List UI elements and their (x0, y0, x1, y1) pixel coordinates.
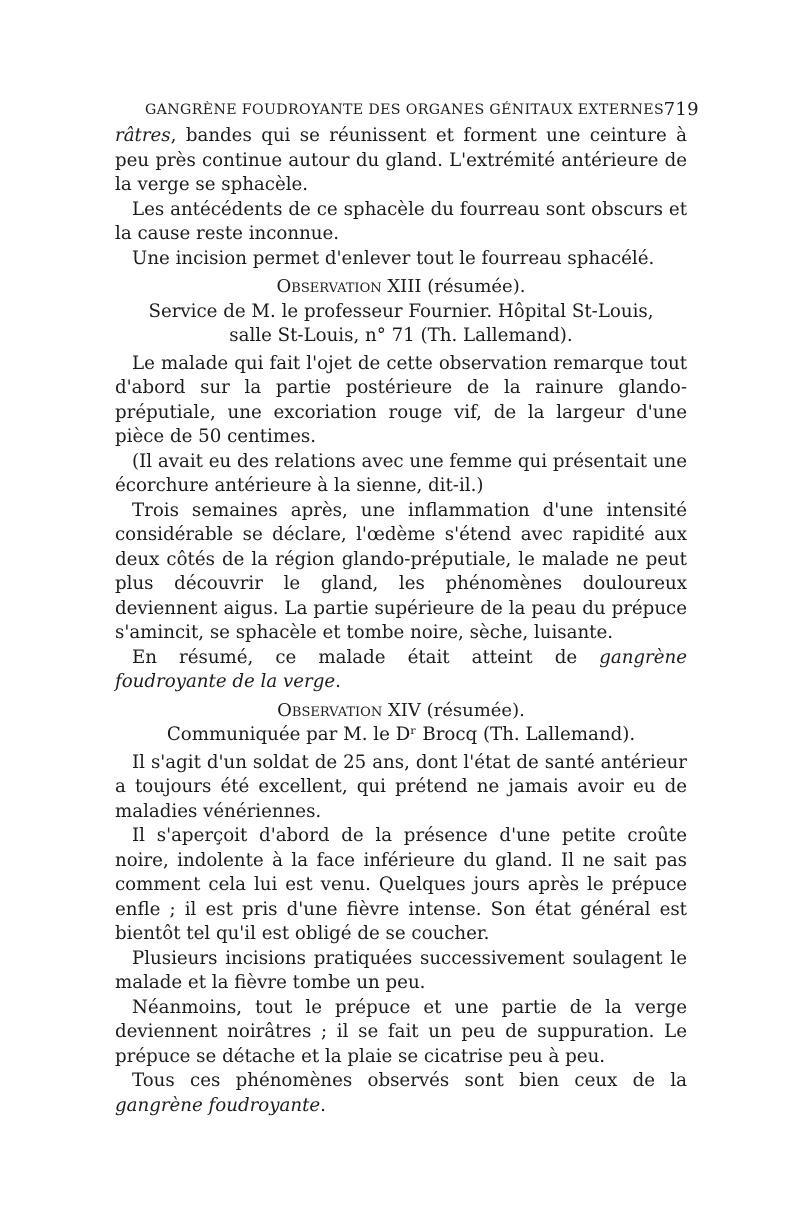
summary-text: En résumé, ce malade était atteint de (132, 646, 600, 668)
paragraph: Il s'aperçoit d'abord de la présence d'une petite croûte noire, indolente à la face inférieure du gland. Il ne sait pas comment cela lui est venu. Quelques jours après le prépuce enfle ; il est pris d'une fièvre intense. Son état général est bientôt tel qu'il est obligé de se coucher. (115, 825, 687, 944)
observation-number: XIV (résumée). (387, 699, 525, 721)
paragraph-continued (115, 124, 687, 198)
paragraph-summary (115, 646, 687, 695)
paragraph: Il s'agit d'un soldat de 25 ans, dont l'état de santé antérieur a toujours été excellent, qui prétend ne jamais avoir eu de maladies vénériennes. (115, 751, 687, 822)
running-header (115, 96, 699, 124)
conclusion-end: . (320, 1094, 326, 1116)
paragraph: Plusieurs incisions pratiquées successivement soulagent le malade et la fièvre tombe un peu. (115, 947, 687, 993)
observation-heading (115, 275, 687, 300)
observation-source-line: salle St-Louis, n° 71 (Th. Lallemand). (229, 325, 573, 346)
observation-source-line: Communiquée par M. le Dʳ Brocq (Th. Lallemand). (166, 724, 636, 745)
page-number: 719 (663, 99, 699, 120)
continued-word: râtres (115, 125, 171, 146)
paragraph: Une incision permet d'enlever tout le fourreau sphacélé. (132, 247, 655, 269)
paragraph: Néanmoins, tout le prépuce et une partie de la verge deviennent noirâtres ; il se fait un peu de suppuration. Le prépuce se détache et la plaie se cicatrise peu à peu. (115, 996, 687, 1067)
paragraph: Le malade qui fait l'ojet de cette observation remarque tout d'abord sur la partie postérieure de la rainure glando-préputiale, une excoriation rouge vif, de la largeur d'une pièce de 50 centimes. (115, 352, 687, 447)
observation-heading (115, 699, 687, 724)
observation-source-line: Service de M. le professeur Fournier. Hôpital St-Louis, (148, 300, 654, 322)
conclusion-emphasis: gangrène foudroyante (115, 1094, 321, 1116)
paragraph-conclusion (115, 1069, 687, 1118)
observation-number: XIII (résumée). (387, 276, 526, 297)
book-page (115, 96, 699, 1118)
paragraph: Les antécédents de ce sphacèle du fourreau sont obscurs et la cause reste inconnue. (115, 198, 687, 244)
paragraph: Trois semaines après, une inflammation d'une intensité considérable se déclare, l'œdème s'étend avec rapidité aux deux côtés de la région glando-préputiale, le malade ne peut plus découvrir le gland, les phénomènes douloureux deviennent aigus. La partie supérieure de la peau du prépuce s'amincit, se sphacèle et tombe noire, sèche, luisante. (115, 499, 687, 643)
paragraph: (Il avait eu des relations avec une femme qui présentait une écorchure antérieure à la sienne, dit-il.) (115, 450, 688, 496)
conclusion-text: Tous ces phénomènes observés sont bien ceux de la (132, 1070, 687, 1091)
summary-emphasis: gangrène foudroyante de la verge (115, 646, 687, 692)
paragraph-continued-rest: , bandes qui se réunissent et forment une ceinture à peu près continue autour du gland. L'extrémité antérieure de la verge se sphacèle. (115, 125, 687, 195)
running-title: GANGRÈNE FOUDROYANTE DES ORGANES GÉNITAUX EXTERNES (145, 102, 665, 118)
summary-end: . (335, 671, 341, 692)
observation-label: Observation (277, 699, 383, 721)
observation-label: Observation (276, 276, 382, 297)
